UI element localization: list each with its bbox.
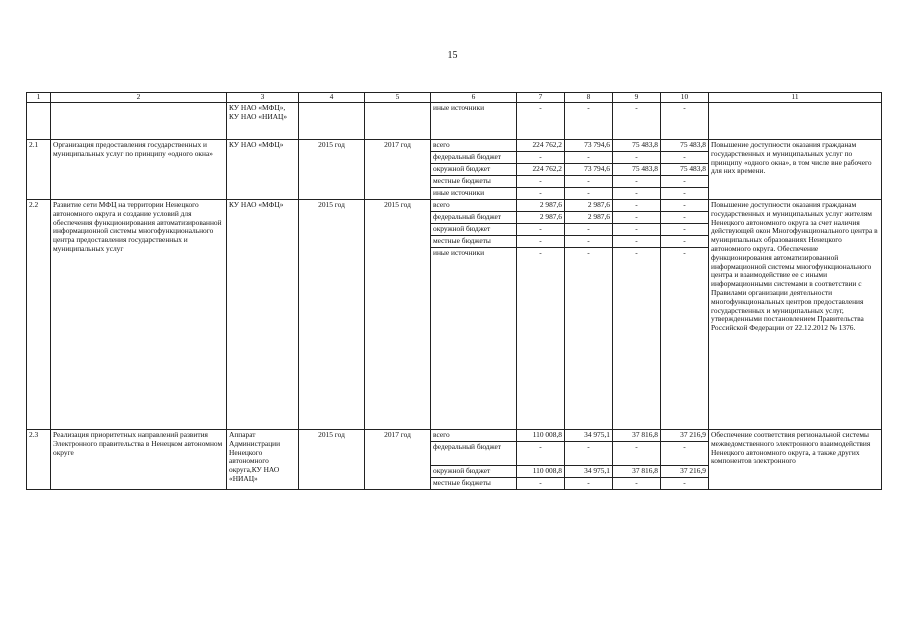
source-label: всего [431,200,517,212]
value-cell: 73 794,6 [565,164,613,176]
value-cell: - [517,236,565,248]
value-cell: - [565,236,613,248]
value-cell: - [613,188,661,200]
source-label: федеральный бюджет [431,442,517,466]
source-label: иные источники [431,188,517,200]
value-cell: 2 987,6 [565,200,613,212]
value-cell: - [565,478,613,490]
start-year: 2015 год [299,200,365,430]
table-row [27,103,882,140]
value-cell: 2 987,6 [517,200,565,212]
source-label: всего [431,430,517,442]
item-number: 2.1 [27,140,51,200]
value-cell: 75 483,8 [613,140,661,152]
start-year: 2015 год [299,430,365,490]
item-name: Организация предоставления государственных и муниципальных услуг по принципу «одного окна» [51,140,227,200]
value-cell: - [613,224,661,236]
col-header: 6 [431,93,517,103]
executor-cell: КУ НАО «МФЦ» [227,200,299,430]
col-header: 4 [299,93,365,103]
value-cell: - [565,152,613,164]
value-cell: - [613,103,661,140]
value-cell: - [565,176,613,188]
source-label: иные источники [431,248,517,430]
program-table [26,92,882,490]
col-header: 1 [27,93,51,103]
value-cell: - [613,212,661,224]
page-number: 15 [447,50,458,61]
value-cell: - [661,200,709,212]
value-cell: - [661,188,709,200]
column-number-row [27,93,882,103]
value-cell: - [517,442,565,466]
value-cell: 73 794,6 [565,140,613,152]
value-cell: - [661,212,709,224]
value-cell: - [661,152,709,164]
end-year: 2015 год [365,200,431,430]
value-cell: 224 762,2 [517,164,565,176]
value-cell: 110 008,8 [517,466,565,478]
table-row [27,430,882,442]
item-name: Развитие сети МФЦ на территории Ненецкого автономного округа и создание условий для обеспечения функционирования автоматизированной информационной системы многофункционального центра предоставления государственных и муниципальных услуг [51,200,227,430]
source-label: федеральный бюджет [431,212,517,224]
value-cell: 37 816,8 [613,466,661,478]
col-header: 7 [517,93,565,103]
value-cell: - [661,442,709,466]
value-cell: - [517,103,565,140]
value-cell: - [613,442,661,466]
value-cell: - [661,103,709,140]
value-cell: 37 216,9 [661,466,709,478]
col-header: 5 [365,93,431,103]
executor-cell: КУ НАО «МФЦ» [227,140,299,200]
source-label: федеральный бюджет [431,152,517,164]
col-header: 8 [565,93,613,103]
col-header: 11 [709,93,882,103]
value-cell: - [613,152,661,164]
value-cell: - [613,176,661,188]
value-cell: 110 008,8 [517,430,565,442]
source-label: местные бюджеты [431,478,517,490]
value-cell: - [661,176,709,188]
value-cell: - [661,478,709,490]
start-year: 2015 год [299,140,365,200]
value-cell: - [565,103,613,140]
end-year: 2017 год [365,430,431,490]
value-cell: - [517,188,565,200]
value-cell: - [517,248,565,430]
col-header: 3 [227,93,299,103]
table-row [27,200,882,212]
source-label: окружной бюджет [431,224,517,236]
value-cell: 34 975,1 [565,430,613,442]
col-header: 9 [613,93,661,103]
col-header: 2 [51,93,227,103]
value-cell: - [661,236,709,248]
expected-result: Повышение доступности оказания гражданам государственных и муниципальных услуг по принципу «одного окна», в том числе вне рабочего для них времени. [709,140,882,200]
source-label: всего [431,140,517,152]
value-cell: - [517,152,565,164]
value-cell: - [613,236,661,248]
value-cell: - [613,200,661,212]
source-label: окружной бюджет [431,466,517,478]
value-cell: 2 987,6 [565,212,613,224]
source-label: иные источники [431,103,517,140]
end-year: 2017 год [365,140,431,200]
table-row [27,140,882,152]
value-cell: - [565,248,613,430]
value-cell: - [517,224,565,236]
executor-cell: КУ НАО «МФЦ», КУ НАО «НИАЦ» [227,103,299,140]
value-cell: 37 816,8 [613,430,661,442]
expected-result: Повышение доступности оказания гражданам государственных и муниципальных услуг жителям Ненецкого автономного округа за счет наличия действующей окон Многофункционального центра в муниципальных образованиях Ненецкого автономного округа. Обеспечение функционирования автоматизированной информационной системы многофункционального центра и взаимодействие ее с иными информационными системами в соответствии с Правилами организации деятельности многофункциональных центров предоставления государственных и муниципальных услуг, утвержденными постановлением Правительства Российской Федерации от 22.12.2012 № 1376. [709,200,882,430]
value-cell: - [613,248,661,430]
value-cell: 224 762,2 [517,140,565,152]
value-cell: 37 216,9 [661,430,709,442]
value-cell: - [613,478,661,490]
value-cell: - [661,224,709,236]
item-name: Реализация приоритетных направлений развития Электронного правительства в Ненецком автономном округе [51,430,227,490]
value-cell: - [517,176,565,188]
col-header: 10 [661,93,709,103]
value-cell: 75 483,8 [661,140,709,152]
item-number: 2.3 [27,430,51,490]
item-number: 2.2 [27,200,51,430]
value-cell: 75 483,8 [661,164,709,176]
source-label: окружной бюджет [431,164,517,176]
value-cell: 75 483,8 [613,164,661,176]
expected-result: Обеспечение соответствия региональной системы межведомственного электронного взаимодействия Ненецкого автономного округа, а также других компонентов электронного [709,430,882,490]
value-cell: - [661,248,709,430]
value-cell: - [565,224,613,236]
value-cell: 34 975,1 [565,466,613,478]
source-label: местные бюджеты [431,176,517,188]
source-label: местные бюджеты [431,236,517,248]
value-cell: 2 987,6 [517,212,565,224]
value-cell: - [565,188,613,200]
value-cell: - [565,442,613,466]
value-cell: - [517,478,565,490]
executor-cell: Аппарат Администрации Ненецкого автономного округа,КУ НАО «НИАЦ» [227,430,299,490]
